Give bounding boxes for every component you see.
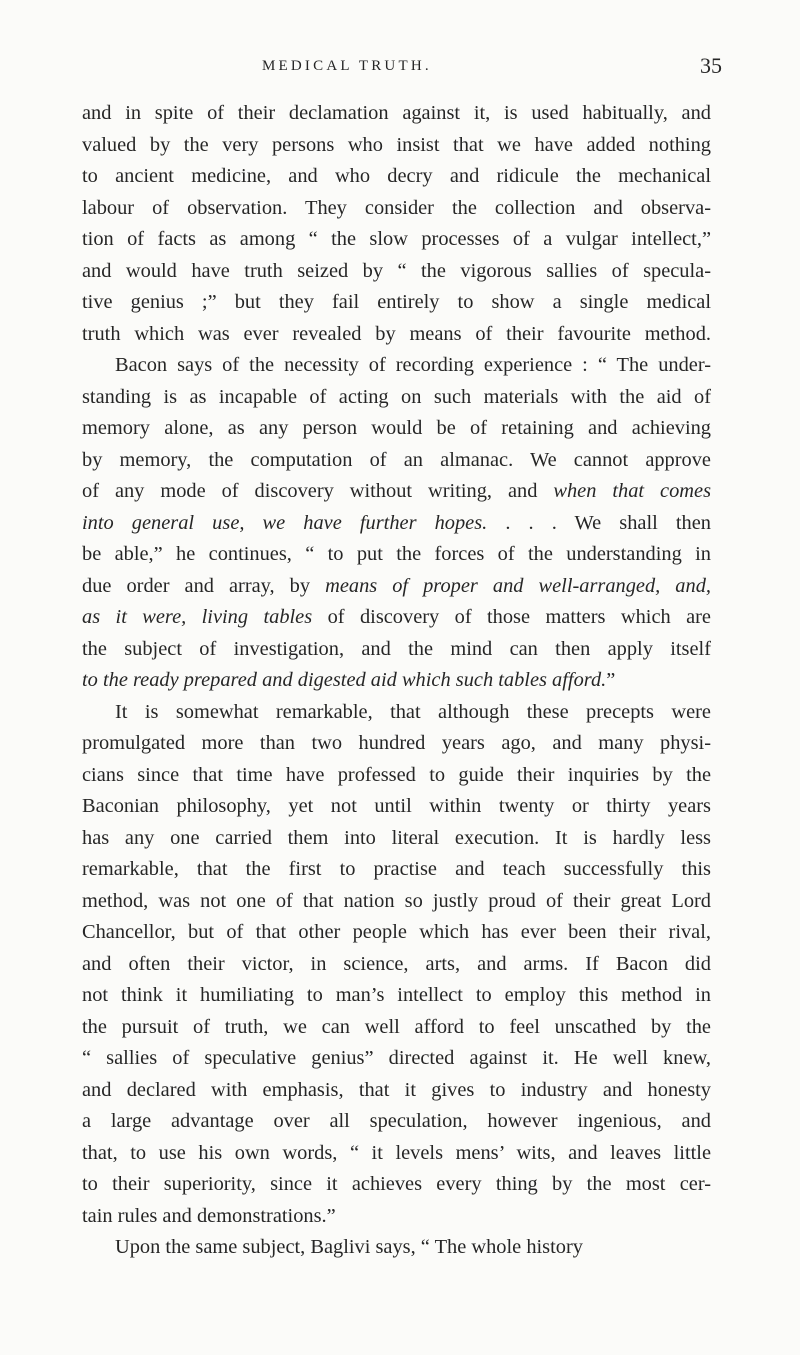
text-segment: and would have truth seized by “ the vigorous sallies of specula- <box>82 259 711 282</box>
text-segment: Upon the same subject, Baglivi says, “ The whole history <box>115 1236 583 1258</box>
text-line <box>82 571 711 603</box>
text-line <box>82 413 711 445</box>
text-line <box>82 224 711 256</box>
text-segment: the subject of investigation, and the mind can then apply itself <box>82 637 711 660</box>
text-line <box>82 949 711 981</box>
text-line <box>82 287 711 319</box>
text-line <box>82 980 711 1012</box>
text-line <box>82 539 711 571</box>
text-segment: by memory, the computation of an almanac. We cannot approve <box>82 448 711 471</box>
text-line <box>82 1012 711 1044</box>
text-segment: has any one carried them into literal execution. It is hardly less <box>82 826 711 849</box>
text-line <box>82 350 711 382</box>
text-line <box>82 161 711 193</box>
text-segment: Bacon says of the necessity of recording experience : “ The under- <box>115 354 711 376</box>
text-segment: tain rules and demonstrations.” <box>82 1204 336 1227</box>
text-segment: tive genius ;” but they fail entirely to show a single medical <box>82 291 711 313</box>
text-segment: standing is as incapable of acting on such materials with the aid of <box>82 385 711 408</box>
text-segment: “ sallies of speculative genius” directed against it. He well knew, <box>82 1047 711 1069</box>
italic-text: when that comes <box>553 480 711 502</box>
italic-text: to the ready prepared and digested aid which such tables afford. <box>82 669 607 691</box>
text-segment: . . . We shall then <box>487 511 711 534</box>
text-line <box>82 665 711 697</box>
text-segment: and often their victor, in science, arts, and arms. If Bacon did <box>82 952 711 975</box>
text-line <box>82 1232 711 1264</box>
text-line <box>82 791 711 823</box>
text-line <box>82 1075 711 1107</box>
text-line <box>82 1169 711 1201</box>
text-segment: due order and array, by <box>82 574 326 597</box>
text-line <box>82 697 711 729</box>
text-line <box>82 1201 711 1233</box>
text-line <box>82 823 711 855</box>
text-line <box>82 602 711 634</box>
text-segment: of discovery of those matters which are <box>312 606 711 628</box>
italic-text: means of proper and well-arranged, and, <box>325 574 711 597</box>
text-line <box>82 382 711 414</box>
text-line <box>82 130 711 162</box>
text-line <box>82 319 711 351</box>
text-line <box>82 98 711 130</box>
page-header <box>262 53 722 88</box>
text-line <box>82 760 711 792</box>
text-segment: and declared with emphasis, that it gives to industry and honesty <box>82 1078 711 1101</box>
text-segment: remarkable, that the first to practise and teach successfully this <box>82 858 711 880</box>
text-line <box>82 854 711 886</box>
text-segment: cians since that time have professed to guide their inquiries by the <box>82 763 711 786</box>
text-line <box>82 1043 711 1075</box>
text-line <box>82 476 711 508</box>
text-segment: ” <box>606 669 616 691</box>
text-segment: to ancient medicine, and who decry and ridicule the mechanical <box>82 165 711 187</box>
text-segment: that, to use his own words, “ it levels mens’ wits, and leaves little <box>82 1141 711 1164</box>
text-segment: truth which was ever revealed by means of their favourite method. <box>82 322 711 345</box>
text-line <box>82 193 711 225</box>
text-segment: a large advantage over all speculation, however ingenious, and <box>82 1110 711 1132</box>
text-segment: the pursuit of truth, we can well afford to feel unscathed by the <box>82 1015 711 1038</box>
text-segment: valued by the very persons who insist that we have added nothing <box>82 133 711 156</box>
page-number: 35 <box>700 53 722 78</box>
text-line <box>82 445 711 477</box>
text-segment: tion of facts as among “ the slow processes of a vulgar intellect,” <box>82 228 711 250</box>
italic-text: into general use, we have further hopes. <box>82 511 488 534</box>
text-line <box>82 256 711 288</box>
text-line <box>82 508 711 540</box>
text-segment: of any mode of discovery without writing, and <box>82 480 554 502</box>
text-segment: method, was not one of that nation so justly proud of their great Lord <box>82 889 711 912</box>
text-segment: promulgated more than two hundred years ago, and many physi- <box>82 732 711 754</box>
text-line <box>82 728 711 760</box>
running-title: MEDICAL TRUTH. <box>262 58 432 74</box>
text-segment: It is somewhat remarkable, that although these precepts were <box>115 700 711 723</box>
text-line <box>82 634 711 666</box>
text-segment: Baconian philosophy, yet not until within twenty or thirty years <box>82 795 711 817</box>
text-segment: Chancellor, but of that other people which has ever been their rival, <box>82 921 711 943</box>
text-segment: be able,” he continues, “ to put the forces of the understanding in <box>82 543 711 565</box>
text-segment: memory alone, as any person would be of retaining and achieving <box>82 417 711 439</box>
text-segment: not think it humiliating to man’s intellect to employ this method in <box>82 984 711 1006</box>
text-line <box>82 1138 711 1170</box>
text-segment: labour of observation. They consider the collection and observa- <box>82 196 711 219</box>
italic-text: as it were, living tables <box>82 606 313 628</box>
text-line <box>82 1106 711 1138</box>
text-segment: and in spite of their declamation against it, is used habitually, and <box>82 102 711 124</box>
text-line <box>82 886 711 918</box>
text-line <box>82 917 711 949</box>
text-segment: to their superiority, since it achieves every thing by the most cer- <box>82 1173 711 1195</box>
body-text <box>82 98 711 1264</box>
